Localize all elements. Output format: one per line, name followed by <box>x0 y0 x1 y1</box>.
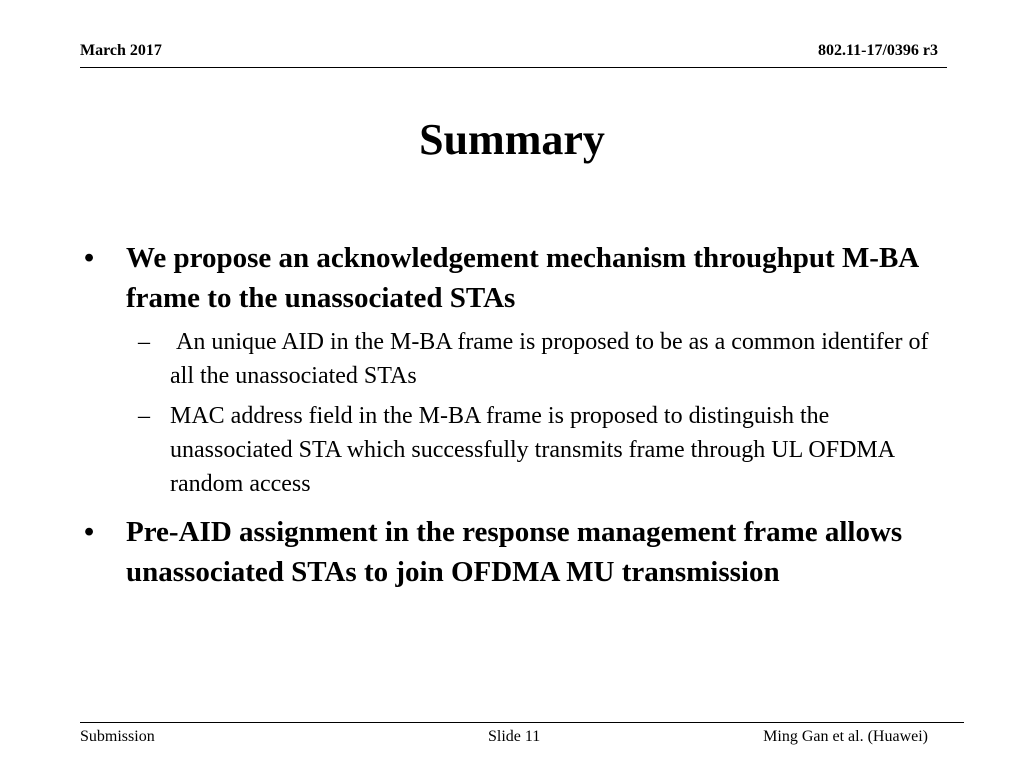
footer-authors: Ming Gan et al. (Huawei) <box>763 728 928 745</box>
sub-bullet-marker: – <box>138 329 150 355</box>
bullet-item-acknowledgement: We propose an acknowledgement mechanism throughput M-BA frame to the unassociated STAs <box>126 242 918 314</box>
bullet-marker: • <box>84 242 95 274</box>
sub-bullet-marker: – <box>138 403 150 429</box>
slide-title: Summary <box>419 115 605 164</box>
footer-submission: Submission <box>80 728 155 745</box>
bullet-marker: • <box>84 516 95 548</box>
sub-bullet-unique-aid: An unique AID in the M-BA frame is proposed to be as a common identifer of all the unassociated STAs <box>170 329 935 389</box>
footer-divider <box>80 722 964 723</box>
header-date: March 2017 <box>80 42 162 59</box>
footer-slide-number: Slide 11 <box>488 728 541 745</box>
bullet-item-pre-aid: Pre-AID assignment in the response management frame allows unassociated STAs to join OFDMA MU transmission <box>126 516 903 588</box>
header-doc-id: 802.11-17/0396 r3 <box>818 42 938 59</box>
sub-bullet-mac-address: MAC address field in the M-BA frame is proposed to distinguish the unassociated STA which successfully transmits frame through UL OFDMA random access <box>170 403 894 497</box>
